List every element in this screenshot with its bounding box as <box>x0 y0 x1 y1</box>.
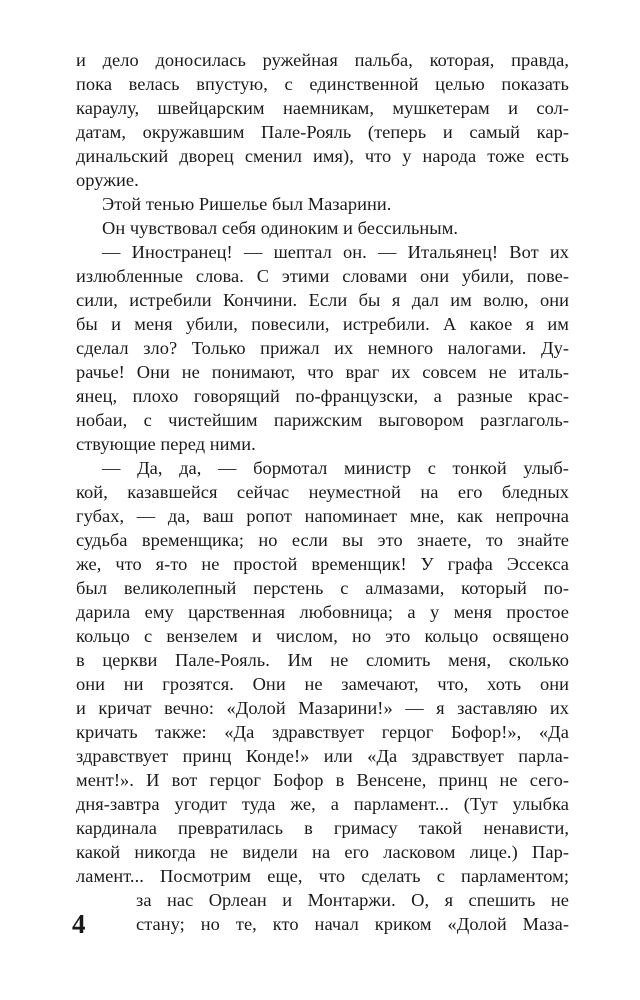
paragraph-line: Этой тенью Ришелье был Мазарини. <box>102 194 392 214</box>
paragraph-line: — Иностранец! — шептал он. — Итальянец! Вот их <box>102 242 569 262</box>
text-line: излюбленные слова. С этими словами они убили, пове- <box>76 266 569 286</box>
text-line: был великолепный перстень с алмазами, который по- <box>76 578 569 598</box>
text-line: нобаи, с чистейшим парижским выговором разглаголь- <box>76 410 569 430</box>
text-line: ствующие перед ними. <box>76 434 256 454</box>
text-line: пока велась впустую, с единственной целью показать <box>76 74 569 94</box>
text-line: сделал зло? Только прижал их немного налогами. Ду- <box>76 338 569 358</box>
text-line: датам, окружавшим Пале-Рояль (теперь и самый кар- <box>76 122 569 142</box>
text-line: кольцо с вензелем и числом, но это кольцо освящено <box>76 626 569 646</box>
paragraph-line: Он чувствовал себя одиноким и бессильным. <box>102 218 459 238</box>
text-line: караулу, швейцарским наемникам, мушкетерам и сол- <box>76 98 569 118</box>
text-line: кричать также: «Да здравствует герцог Бофор!», «Да <box>76 722 569 742</box>
text-line: здравствует принц Конде!» или «Да здравствует парла- <box>76 746 569 766</box>
text-line: стану; но те, кто начал криком «Долой Маза- <box>136 914 569 934</box>
text-line: в церкви Пале-Рояль. Им не сломить меня, сколько <box>76 650 569 670</box>
text-line: какой никогда не видели на его ласковом лице.) Пар- <box>76 842 569 862</box>
text-line: за нас Орлеан и Монтаржи. О, я спешить не <box>136 890 569 910</box>
text-line: губах, — да, ваш ропот напоминает мне, как непрочна <box>76 506 569 526</box>
text-line: дарила ему царственная любовница; а у меня простое <box>76 602 569 622</box>
paragraph-line: — Да, да, — бормотал министр с тонкой улыб- <box>102 458 569 478</box>
text-line: ламент... Посмотрим еще, что сделать с парламентом; <box>76 866 569 886</box>
text-line: мент!». И вот герцог Бофор в Венсене, принц не сего- <box>76 770 569 790</box>
text-line: и кричат вечно: «Долой Мазарини!» — я заставляю их <box>76 698 569 718</box>
text-line: бы и меня убили, повесили, истребили. А какое я им <box>76 314 569 334</box>
text-line: и дело доносилась ружейная пальба, которая, правда, <box>76 50 569 70</box>
text-line: же, что я-то не простой временщик! У графа Эссекса <box>76 554 569 574</box>
text-line: сили, истребили Кончини. Если бы я дал им волю, они <box>76 290 569 310</box>
text-line: судьба временщика; но если вы это знаете, то знайте <box>76 530 569 550</box>
page-number: 4 <box>72 909 86 939</box>
text-line: янец, плохо говорящий по-французски, а разные крас- <box>76 386 569 406</box>
text-line: рачье! Они не понимают, что враг их совсем не италь- <box>76 362 569 382</box>
text-line: они ни грозятся. Они не замечают, что, хоть они <box>76 674 569 694</box>
text-line: динальский дворец сменил имя), что у народа тоже есть <box>76 146 569 166</box>
text-line: кардинала превратилась в гримасу такой ненависти, <box>76 818 569 838</box>
text-line: дня-завтра угодит туда же, а парламент... (Тут улыбка <box>76 794 569 814</box>
text-line: кой, казавшейся сейчас неуместной на его бледных <box>76 482 569 502</box>
text-line: оружие. <box>76 170 139 190</box>
